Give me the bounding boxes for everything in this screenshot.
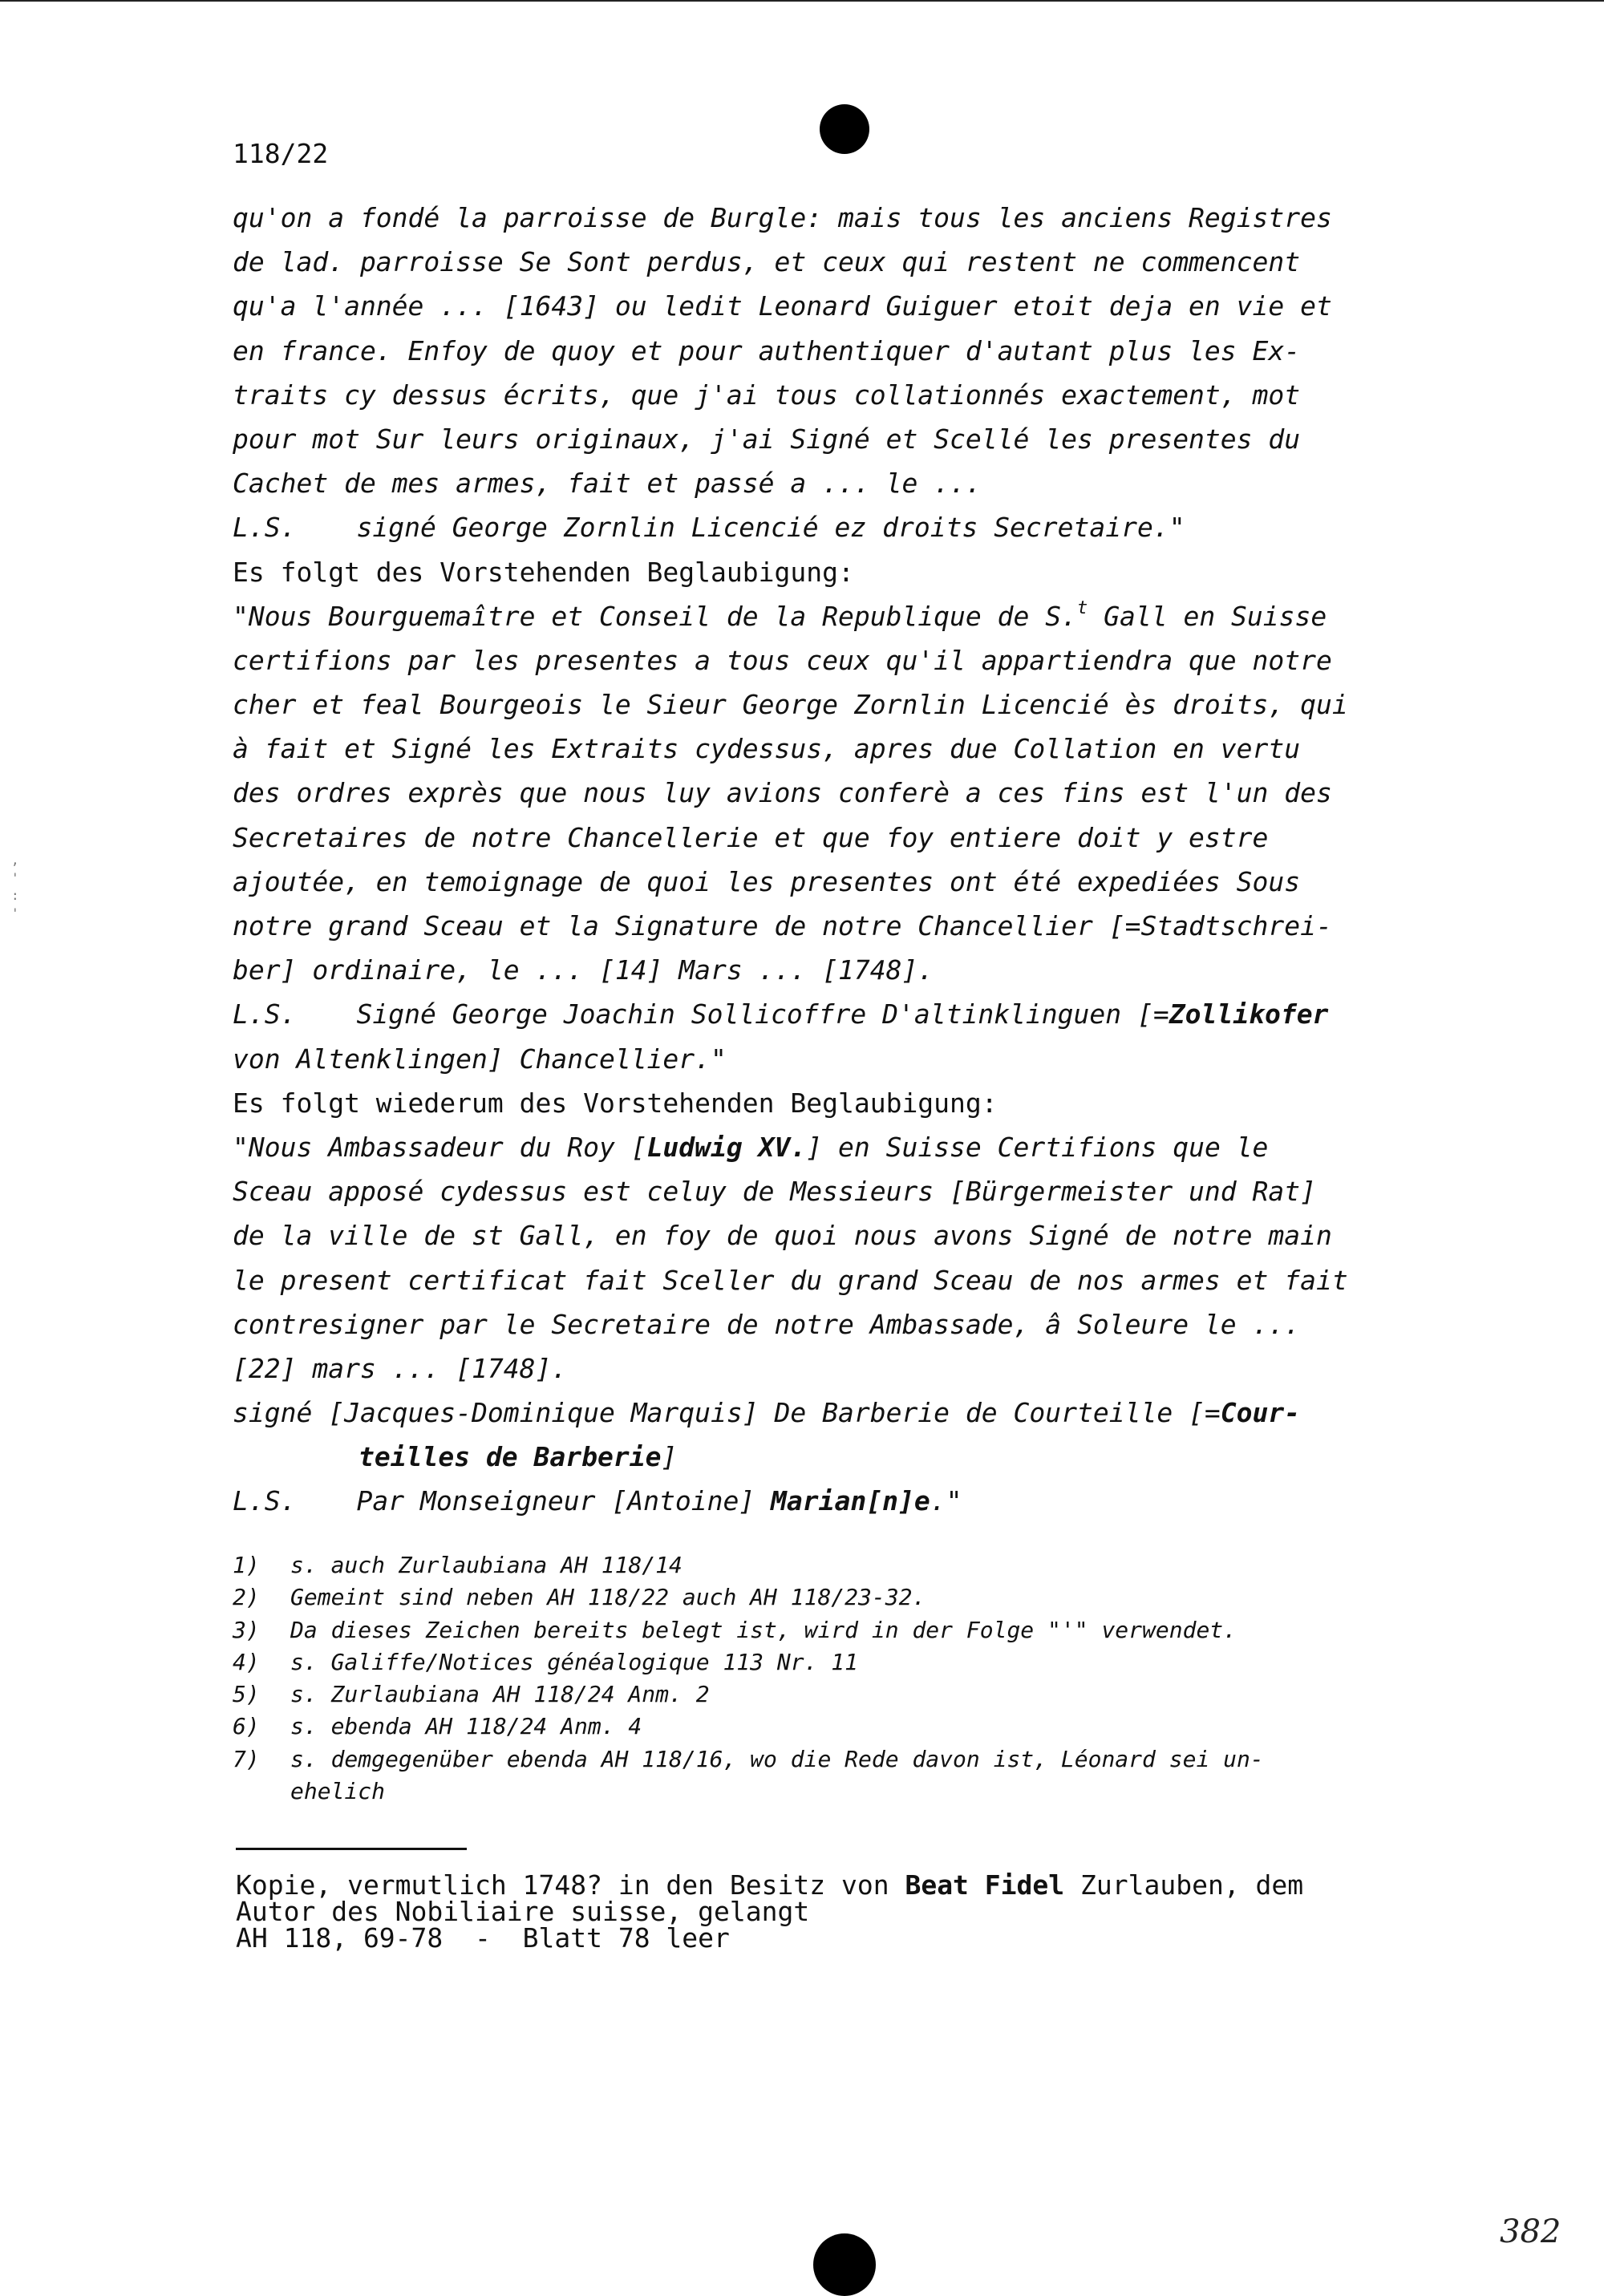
footnote: 4) s. Galiffe/Notices généalogique 113 Nr. 11 — [233, 1648, 859, 1675]
margin-marks: , ' : ' — [11, 852, 19, 921]
source-line: Autor des Nobiliaire suisse, gelangt — [236, 1896, 810, 1927]
text-line: qu'on a fondé la parroisse de Burgle: mais tous les anciens Registres — [233, 202, 1332, 233]
text-line: traits cy dessus écrits, que j'ai tous collationnés exactement, mot — [233, 379, 1301, 411]
text-line: à fait et Signé les Extraits cydessus, apres due Collation en vertu — [233, 733, 1301, 765]
text-line: [22] mars ... [1748]. — [233, 1352, 568, 1384]
source-line: Kopie, vermutlich 1748? in den Besitz von Beat Fidel Zurlauben, dem — [236, 1869, 1304, 1901]
punch-hole-bottom — [813, 2233, 876, 2296]
page-number: 118/22 — [233, 138, 329, 169]
footnote: 5) s. Zurlaubiana AH 118/24 Anm. 2 — [233, 1681, 710, 1708]
text-line: Secretaires de notre Chancellerie et que foy entiere doit y estre — [233, 821, 1269, 853]
text-line: de lad. parroisse Se Sont perdus, et ceux qui restent ne commencent — [233, 246, 1301, 278]
top-edge-line — [0, 0, 1604, 2]
text-line: qu'a l'année ... [1643] ou ledit Leonard Guiguer etoit deja en vie et — [233, 290, 1332, 322]
text-line: Sceau apposé cydessus est celuy de Messieurs [Bürgermeister und Rat] — [233, 1176, 1317, 1208]
text-line: certifions par les presentes a tous ceux qu'il appartiendra que notre — [233, 644, 1332, 676]
text-line: teilles de Barberie] — [358, 1441, 678, 1473]
ls-mark: L.S. — [233, 1485, 297, 1517]
text-line: Es folgt des Vorstehenden Beglaubigung: — [233, 556, 854, 588]
text-line: notre grand Sceau et la Signature de notre Chancellier [=Stadtschrei- — [233, 910, 1332, 941]
punch-hole-top — [820, 104, 869, 154]
text-line: "Nous Bourguemaître et Conseil de la Republique de S.$^t$ Gall en Suisse — [233, 597, 1327, 632]
footnote: 6) s. ebenda AH 118/24 Anm. 4 — [233, 1713, 642, 1740]
text-line: Es folgt wiederum des Vorstehenden Beglaubigung: — [233, 1087, 998, 1119]
text-line: le present certificat fait Sceller du grand Sceau de nos armes et fait — [233, 1264, 1348, 1296]
text-line: des ordres exprès que nous luy avions conferè a ces fins est l'un des — [233, 777, 1332, 809]
text-line: de la ville de st Gall, en foy de quoi nous avons Signé de notre main — [233, 1220, 1332, 1252]
text-line: pour mot Sur leurs originaux, j'ai Signé et Scellé les presentes du — [233, 423, 1301, 455]
text-line: L.S. signé George Zornlin Licencié ez droits Secretaire." — [233, 512, 1185, 544]
text-line: L.S. Par Monseigneur [Antoine] Marian[n]e." — [233, 1485, 962, 1517]
footnote: ehelich — [290, 1778, 386, 1805]
footnotes — [233, 1549, 1484, 1808]
text-line: Cachet de mes armes, fait et passé a ... le ... — [233, 468, 982, 500]
ls-mark: L.S. — [233, 998, 297, 1031]
text-line: "Nous Ambassadeur du Roy [Ludwig XV.] en Suisse Certifions que le — [233, 1131, 1269, 1163]
footnote: 2) Gemeint sind neben AH 118/22 auch AH 118/23-32. — [233, 1584, 926, 1611]
text-line: signé [Jacques-Dominique Marquis] De Barberie de Courteille [=Cour- — [233, 1397, 1301, 1429]
text-line: L.S. Signé George Joachin Sollicoffre D'altinklinguen [=Zollikofer — [233, 998, 1329, 1031]
text-line: cher et feal Bourgeois le Sieur George Zornlin Licencié ès droits, qui — [233, 689, 1348, 721]
body-text — [233, 196, 1480, 1524]
footnote-separator — [236, 1848, 467, 1850]
text-line: ber] ordinaire, le ... [14] Mars ... [1748]. — [233, 954, 934, 986]
footnote: 1) s. auch Zurlaubiana AH 118/14 — [233, 1552, 683, 1578]
text-line: en france. Enfoy de quoy et pour authentiquer d'autant plus les Ex- — [233, 334, 1301, 366]
text-line: ajoutée, en temoignage de quoi les presentes ont été expediées Sous — [233, 865, 1301, 897]
text-line: contresigner par le Secretaire de notre Ambassade, â Soleure le ... — [233, 1308, 1301, 1340]
source-line: AH 118, 69-78 - Blatt 78 leer — [236, 1922, 730, 1954]
footnote: 7) s. demgegenüber ebenda AH 118/16, wo die Rede davon ist, Léonard sei un- — [233, 1745, 1264, 1772]
ls-mark: L.S. — [233, 512, 297, 544]
footnote: 3) Da dieses Zeichen bereits belegt ist, wird in der Folge "'" verwendet. — [233, 1616, 1237, 1643]
handwritten-page-stamp: 382 — [1500, 2213, 1561, 2250]
source-note — [236, 1869, 1304, 1954]
text-line: von Altenklingen] Chancellier." — [233, 1043, 727, 1075]
